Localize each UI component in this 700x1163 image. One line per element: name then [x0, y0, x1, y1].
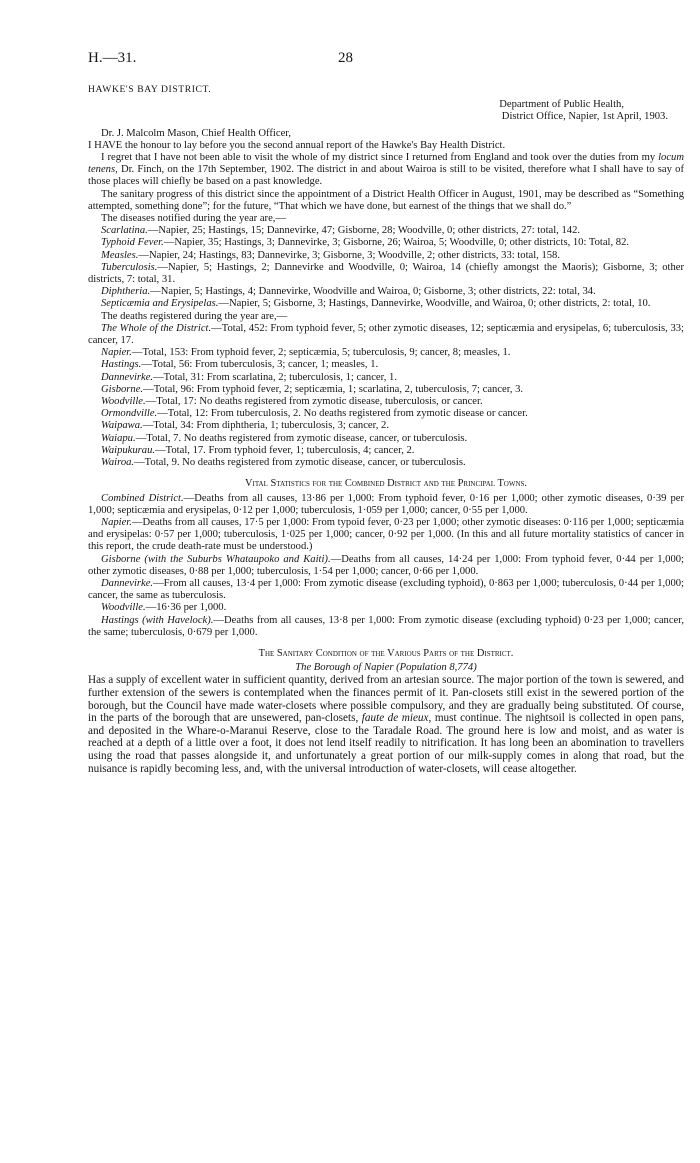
report-body — [88, 84, 684, 775]
vital-entry-name: Napier. — [101, 516, 132, 528]
vital-entry — [88, 578, 684, 602]
death-entry — [88, 420, 684, 432]
regret-text-a: I regret that I have not been able to visit the whole of my district since I returned from England and took over the duties from my — [101, 152, 656, 164]
napier-section — [88, 674, 684, 775]
address-line-2: District Office, Napier, 1st April, 1903. — [501, 111, 668, 123]
death-entry-text: —Total, 96: From typhoid fever, 2; septicæmia, 1; scarlatina, 2, tuberculosis, 7; cancer, 3. — [143, 383, 524, 395]
disease-name: Scarlatina. — [101, 225, 148, 237]
death-entry-name: Waipukurau. — [101, 444, 156, 456]
disease-text: —Napier, 35; Hastings, 3; Dannevirke, 3; Gisborne, 26; Wairoa, 5; Woodville, 0; other districts, 10: Total, 82. — [163, 237, 630, 249]
death-entry — [88, 433, 684, 445]
death-entry — [88, 457, 684, 469]
death-entry-name: Wairoa. — [101, 457, 135, 469]
vital-entry-text: —Deaths from all causes, 17·5 per 1,000: From typoid fever, 0·23 per 1,000; other zymotic diseases: 0·116 per 1,000; septicæmia and erysipelas: 0·57 per 1,000; tuberculosis, 1·025 per 1,000; cancer, 0·92 per 1,000. (In this and all future mortality statistics of cancer in this report, the crude death-rate must be understood.) — [88, 516, 684, 553]
death-entry — [88, 384, 684, 396]
regret-text-b: Dr. Finch, on the 17th September, 1902. The district in and about Wairoa is still to be visited, therefore what I shall have to say of those places will chiefly be based on a past knowledge. — [88, 164, 684, 188]
death-entry-text: —Total, 9. No deaths registered from zymotic disease, cancer, or tuberculosis. — [134, 457, 466, 469]
vital-entry — [88, 517, 684, 554]
notified-intro: The diseases notified during the year are,— — [101, 213, 287, 225]
napier-text-b: must continue. The nightsoil is collected in open pans, and deposited in the Whare-o-Maranui Reserve, close to the Taradale Road. The ground here is low and moist, and as water is reached at a depth of a little over a foot, it does not lend itself readily to nitrification. It has long been an abomination to travellers using the road that passes alongside it, and unfortunately a great portion of our milk-supply comes in along that road, but the nuisance is rapidly becoming less, and, with the universal introduction of water-closets, will cease altogether. — [88, 712, 684, 775]
vital-entry-name: Woodville. — [101, 602, 146, 614]
disease-name: Typhoid Fever. — [101, 237, 164, 249]
death-entry-name: Waiapu. — [101, 432, 136, 444]
vital-entry-name: Dannevirke. — [101, 577, 154, 589]
vital-entry-text: —Deaths from all causes, 13·86 per 1,000: From typhoid fever, 0·16 per 1,000; other zymotic diseases, 0·39 per 1,000; septicæmia and erysipelas, 0·12 per 1,000; tuberculosis, 1·059 per 1,000; cancer, 0·55 per 1,000. — [88, 492, 685, 516]
vital-statistics-heading: Vital Statistics for the Combined District and the Principal Towns. — [244, 478, 528, 490]
section-code: H.—31. — [88, 50, 137, 66]
locum-tenens-phrase: locum tenens, — [88, 152, 684, 176]
death-entry — [88, 359, 684, 371]
vital-entry — [88, 615, 684, 639]
regret-paragraph — [88, 152, 684, 189]
intro-paragraph: I HAVE the honour to lay before you the second annual report of the Hawke's Bay Health District. — [88, 139, 506, 151]
district-title: HAWKE'S BAY DISTRICT. — [88, 84, 212, 95]
salutation: Dr. J. Malcolm Mason, Chief Health Officer, — [101, 127, 292, 139]
vital-entry — [88, 602, 684, 614]
disease-name: Septicæmia and Erysipelas. — [101, 298, 219, 310]
death-entry-text: —Total, 7. No deaths registered from zymotic disease, cancer, or tuberculosis. — [135, 432, 468, 444]
vital-entry-text: —Deaths from all causes, 13·8 per 1,000: From zymotic disease (excluding typhoid) 0·23 per 1,000; cancer, the same; tuberculosis, 0·679 per 1,000. — [88, 614, 684, 638]
napier-paragraph — [88, 674, 684, 775]
napier-borough-heading: The Borough of Napier (Population 8,774) — [295, 662, 477, 674]
death-entry-text: —Total, 31: From scarlatina, 2; tuberculosis, 1; cancer, 1. — [153, 371, 397, 383]
vital-entry — [88, 554, 684, 578]
napier-text-a: Has a supply of excellent water in sufficient quantity, derived from an artesian source. The major portion of the town is sewered, and further extension of the sewers is contemplated when the finances permit of it. Pan-closets still exist in the sewered portion of the borough, but the Council have made water-closets where possible compulsory, and they are gradually being substituted. Of course, in the parts of the borough that are unsewered, pan-closets, — [88, 674, 684, 725]
disease-text: —Napier, 24; Hastings, 83; Dannevirke, 3; Gisborne, 3; Woodville, 2; other districts, 33: total, 158. — [138, 249, 561, 261]
death-entry-text: —Total, 153: From typhoid fever, 2; septicæmia, 5; tuberculosis, 9; cancer, 8; measles, 1. — [131, 347, 511, 359]
progress-paragraph: The sanitary progress of this district since the appointment of a District Health Officer in August, 1901, may be described as “Something attempted, something done”; for the future, “That which we have done, but earnest of the things that we shall do.” — [88, 188, 684, 212]
death-entry-text: —Total, 56: From tuberculosis, 3; cancer, 1; measles, 1. — [141, 359, 379, 371]
vital-entry-name: Gisborne (with the Suburbs Whataupoko and Kaiti). — [101, 553, 331, 565]
death-entry-name: Ormondville. — [101, 408, 158, 420]
disease-entry — [88, 225, 684, 237]
disease-name: Measles. — [101, 249, 139, 261]
death-entry — [88, 347, 684, 359]
disease-entry — [88, 262, 684, 286]
death-entry-text: —Total, 17. From typhoid fever, 1; tuberculosis, 4; cancer, 2. — [155, 444, 415, 456]
death-entry-name: Dannevirke. — [101, 371, 154, 383]
death-entry-name: Napier. — [101, 347, 132, 359]
vital-entry-text: —From all causes, 13·4 per 1,000: From zymotic disease (excluding typhoid), 0·863 per 1,000; tuberculosis, 0·44 per 1,000; cancer, the same as tuberculosis. — [88, 577, 684, 602]
disease-entry — [88, 286, 684, 298]
vital-entry — [88, 493, 684, 517]
running-header — [88, 50, 612, 70]
disease-entry — [88, 298, 684, 310]
disease-entry — [88, 250, 684, 262]
death-entry-name: Waipawa. — [101, 420, 143, 432]
death-entry-text: —Total, 34: From diphtheria, 1; tuberculosis, 3; cancer, 2. — [142, 420, 389, 432]
disease-entry — [88, 237, 684, 249]
death-entry — [88, 372, 684, 384]
death-entry-text: —Total, 12: From tuberculosis, 2. No deaths registered from zymotic disease or cancer. — [157, 408, 528, 420]
death-entry — [88, 445, 684, 457]
death-entry-name: The Whole of the District. — [101, 322, 212, 334]
death-entry-text: —Total, 452: From typhoid fever, 5; other zymotic diseases, 12; septicæmia and erysipelas, 6; tuberculosis, 33; cancer, 17. — [88, 322, 685, 347]
death-entry-name: Hastings. — [101, 359, 142, 371]
death-entry — [88, 323, 684, 347]
death-entry-name: Gisborne. — [101, 383, 144, 395]
sanitary-condition-heading: The Sanitary Condition of the Various Parts of the District. — [258, 647, 514, 659]
death-entry-name: Woodville. — [101, 396, 146, 408]
disease-text: —Napier, 5; Hastings, 2; Dannevirke and Woodville, 0; Wairoa, 14 (chiefly amongst the Maoris); Gisborne, 3; other districts, 7: total, 31. — [88, 261, 684, 286]
death-entry — [88, 408, 684, 420]
faute-de-mieux-phrase: faute de mieux, — [361, 712, 432, 725]
page-number: 28 — [338, 50, 353, 66]
disease-name: Tuberculosis. — [101, 261, 158, 273]
deaths-intro: The deaths registered during the year are,— — [101, 310, 288, 322]
disease-name: Diphtheria. — [101, 286, 151, 298]
vital-entry-text: —Deaths from all causes, 14·24 per 1,000: From typhoid fever, 0·44 per 1,000; other zymotic diseases, 0·88 per 1,000; tuberculosis, 1·54 per 1,000; cancer, 0·66 per 1,000. — [88, 553, 684, 577]
death-entry — [88, 396, 684, 408]
vital-entry-text: —16·36 per 1,000. — [145, 602, 227, 614]
death-entry-text: —Total, 17: No deaths registered from zymotic disease, tuberculosis, or cancer. — [145, 396, 483, 408]
address-line-1: Department of Public Health, — [499, 99, 624, 111]
disease-text: —Napier, 5; Gisborne, 3; Hastings, Dannevirke, Woodville, and Wairoa, 0; other districts, 2: total, 10. — [218, 298, 651, 310]
vital-entry-name: Combined District. — [101, 492, 184, 504]
disease-text: —Napier, 25; Hastings, 15; Dannevirke, 47; Gisborne, 28; Woodville, 0; other districts, 27: total, 142. — [147, 225, 581, 237]
vital-entry-name: Hastings (with Havelock). — [101, 614, 214, 626]
disease-text: —Napier, 5; Hastings, 4; Dannevirke, Woodville and Wairoa, 0; Gisborne, 3; other districts, 22: total, 34. — [150, 286, 596, 298]
